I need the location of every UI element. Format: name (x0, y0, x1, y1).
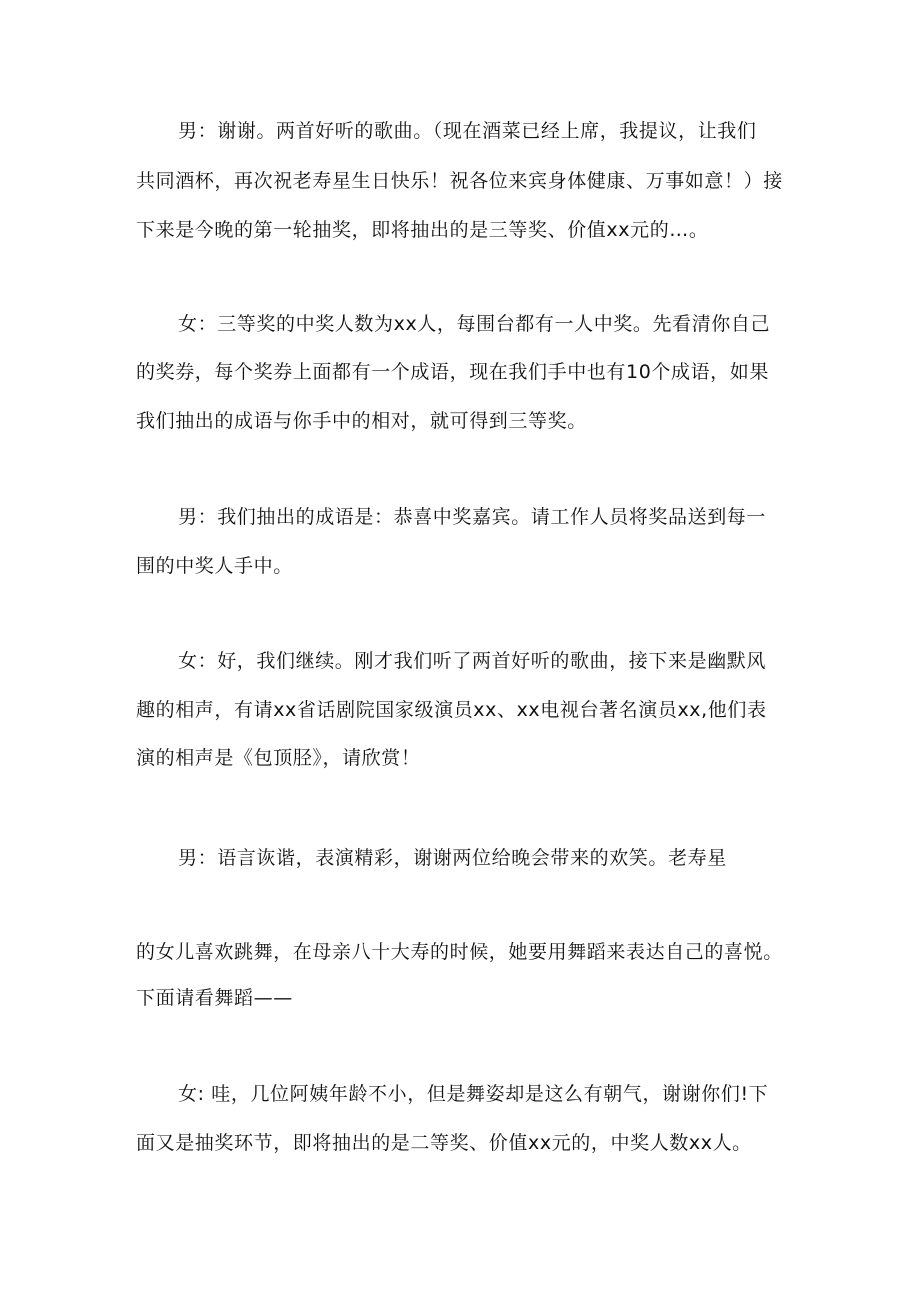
paragraph-1-line-3: 下来是今晚的第一轮抽奖，即将抽出的是三等奖、价值xx元的…。 (136, 219, 709, 241)
paragraph-2-line-3: 我们抽出的成语与你手中的相对，就可得到三等奖。 (136, 410, 587, 432)
paragraph-1-line-1: 男：谢谢。两首好听的歌曲。（现在酒菜已经上席，我提议，让我们 (178, 120, 757, 142)
paragraph-2-line-1: 女：三等奖的中奖人数为xx人，每围台都有一人中奖。先看清你自己 (178, 313, 771, 335)
paragraph-4-line-3: 演的相声是《包顶胫》，请欣赏！ (136, 747, 421, 769)
paragraph-5-line-1: 男：语言诙谐，表演精彩，谢谢两位给晚会带来的欢笑。老寿星 (178, 847, 727, 869)
paragraph-6-line-1: 的女儿喜欢跳舞，在母亲八十大寿的时候，她要用舞蹈来表达自己的喜悦。 (136, 941, 783, 963)
paragraph-7-line-2: 面又是抽奖环节，即将抽出的是二等奖、价值xx元的，中奖人数xx人。 (136, 1132, 752, 1154)
paragraph-4-line-1: 女：好，我们继续。刚才我们听了两首好听的歌曲，接下来是幽默风 (178, 650, 767, 672)
paragraph-3-line-1: 男：我们抽出的成语是：恭喜中奖嘉宾。请工作人员将奖品送到每一 (178, 506, 767, 528)
paragraph-1-line-2: 共同酒杯，再次祝老寿星生日快乐！祝各位来宾身体健康、万事如意！）接 (136, 170, 783, 192)
paragraph-6-line-2: 下面请看舞蹈—— (136, 987, 293, 1009)
paragraph-4-line-2: 趣的相声，有请xx省话剧院国家级演员xx、xx电视台著名演员xx,他们表 (136, 699, 767, 721)
paragraph-3-line-2: 围的中奖人手中。 (136, 555, 293, 577)
paragraph-7-line-1: 女: 哇，几位阿姨年龄不小，但是舞姿却是这么有朝气，谢谢你们!下 (178, 1083, 769, 1105)
paragraph-2-line-2: 的奖券，每个奖券上面都有一个成语，现在我们手中也有10个成语，如果 (136, 361, 769, 383)
